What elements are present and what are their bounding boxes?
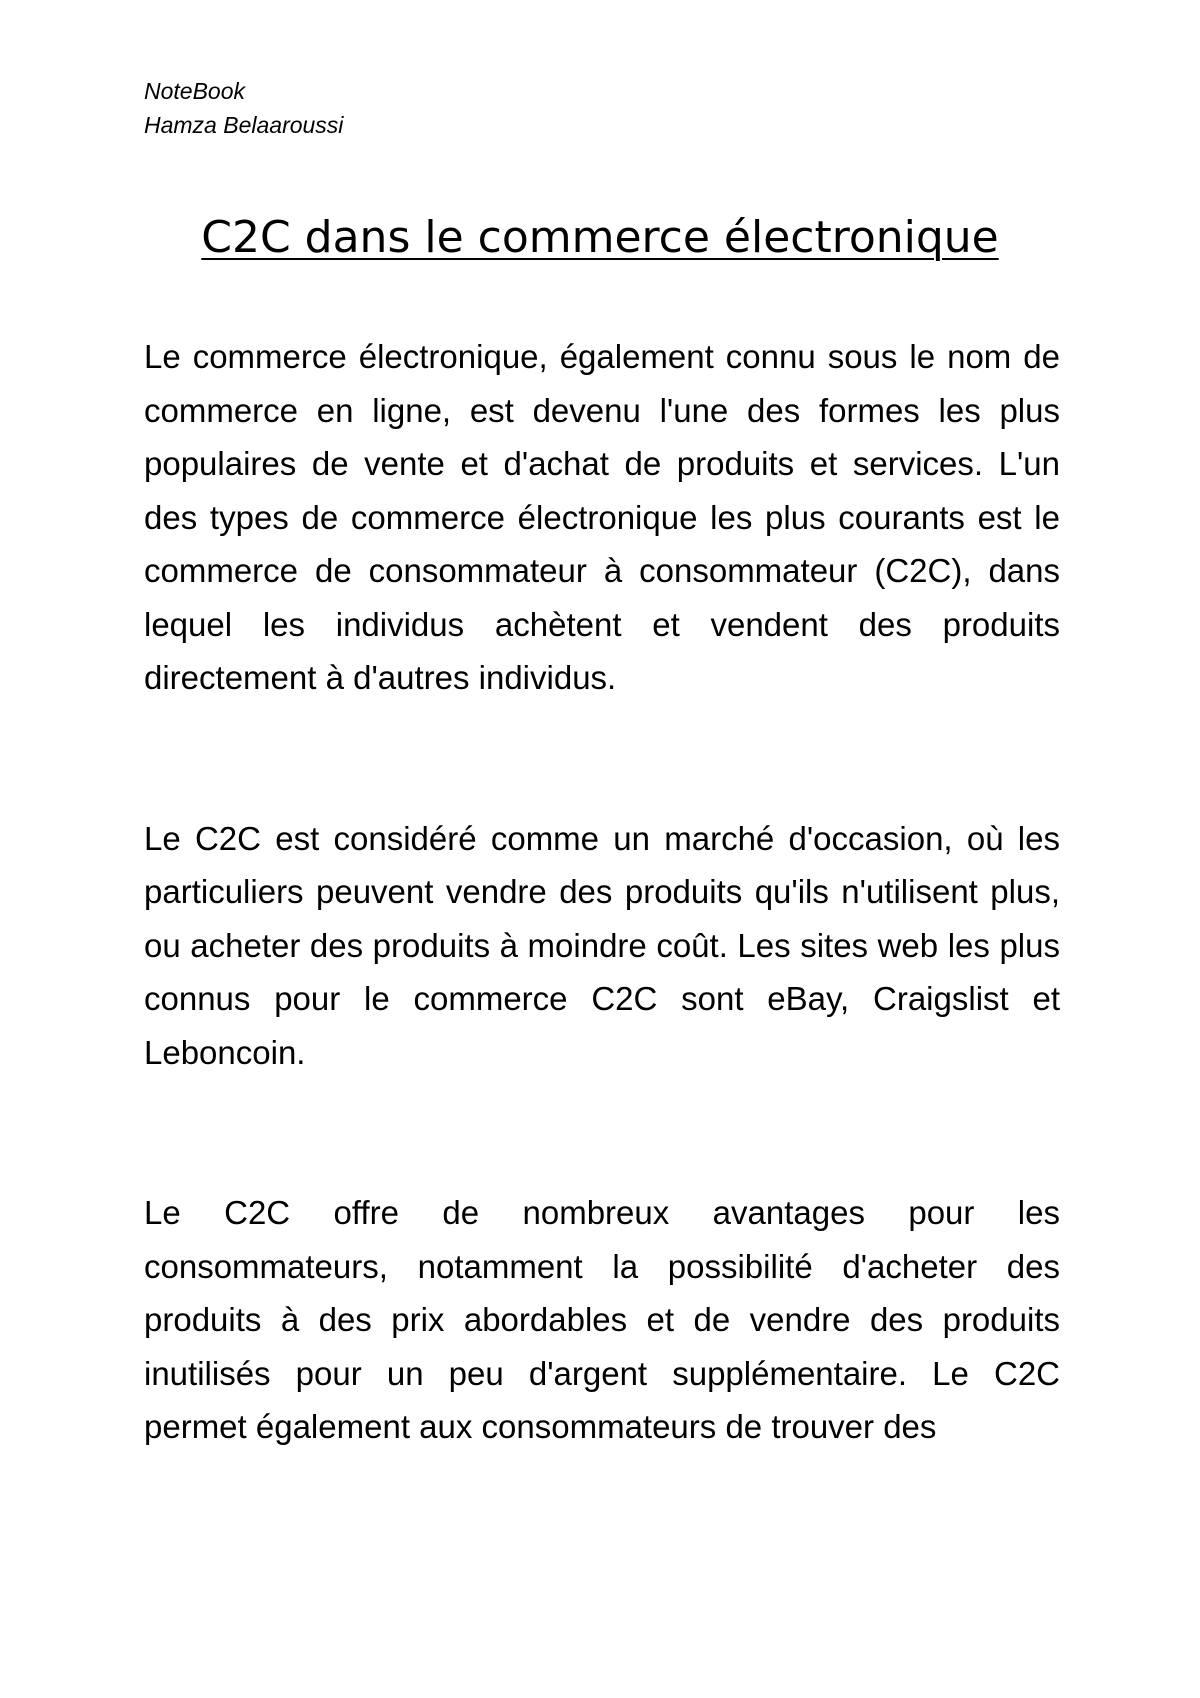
- header-notebook: NoteBook: [144, 78, 246, 104]
- document-header: [144, 74, 343, 142]
- header-author: Hamza Belaaroussi: [144, 112, 344, 138]
- paragraph-1: Le commerce électronique, également connu sous le nom de commerce en ligne, est devenu l'une des formes les plus populaires de vente et d'achat de produits et services. L'un des types de commerce électronique les plus courants est le commerce de consommateur à consommateur (C2C), dans lequel les individus achètent et vendent des produits directement à d'autres individus.: [144, 338, 1060, 696]
- paragraph-3: Le C2C offre de nombreux avantages pour les consommateurs, notamment la possibilité d'acheter des produits à des prix abordables et de vendre des produits inutilisés pour un peu d'argent supplémentaire. Le C2C permet également aux consommateurs de trouver des: [144, 1194, 1060, 1445]
- document-body: [144, 330, 1060, 1454]
- document-title: C2C dans le commerce électronique: [201, 212, 999, 263]
- paragraph-2: Le C2C est considéré comme un marché d'occasion, où les particuliers peuvent vendre des produits qu'ils n'utilisent plus, ou acheter des produits à moindre coût. Les sites web les plus connus pour le commerce C2C sont eBay, Craigslist et Leboncoin.: [144, 819, 1060, 1071]
